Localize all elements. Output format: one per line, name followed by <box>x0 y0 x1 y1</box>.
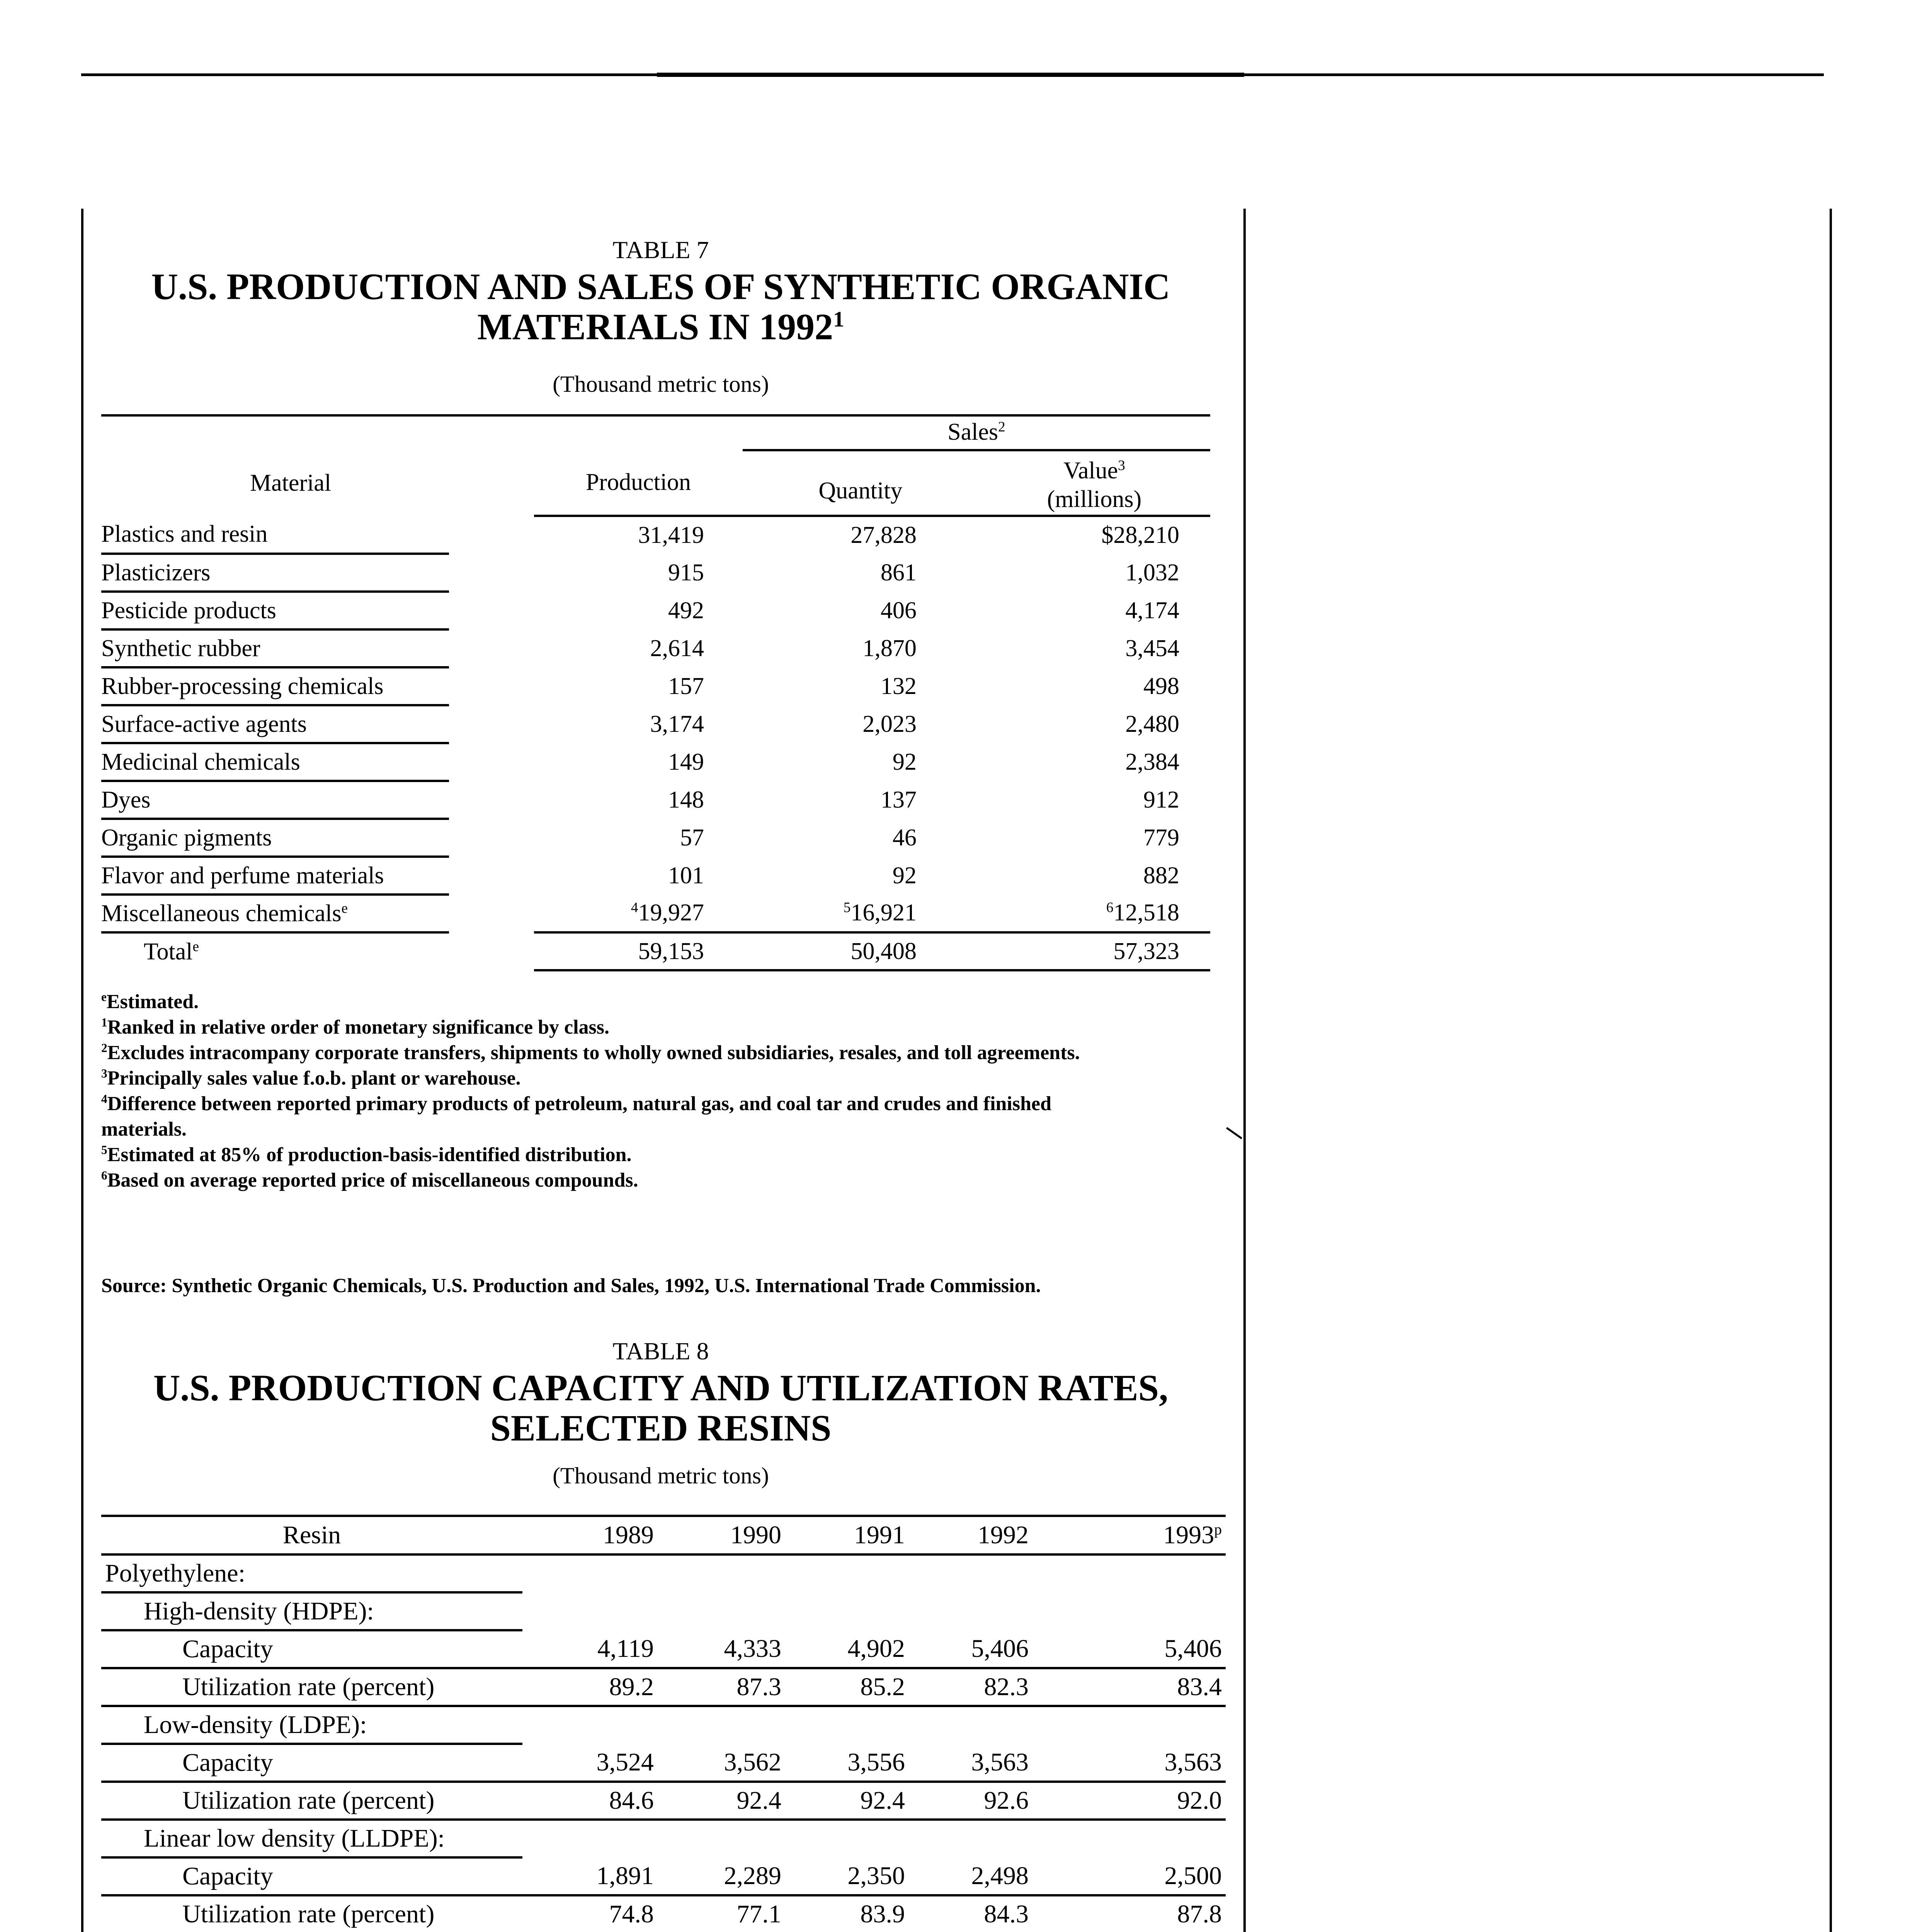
table7-total-label: Total$^e$ <box>144 939 199 965</box>
table8-label-cell: Capacity <box>101 1630 522 1668</box>
table8-label-cell: Polyethylene: <box>101 1554 522 1592</box>
table8-value-cell: 82.3 <box>917 1668 1040 1706</box>
table7-production-cell: 31,419 <box>534 516 743 554</box>
table7-production-cell: 3,174 <box>650 711 704 737</box>
table8-value-cell <box>793 1820 917 1857</box>
table7-quantity-cell: $^5$16,921 <box>843 900 917 926</box>
table8-row <box>101 1895 1226 1932</box>
top-rule-thick <box>657 73 1244 77</box>
table8-value-cell: 84.3 <box>917 1895 1040 1932</box>
table8-value-cell: 92.6 <box>917 1782 1040 1820</box>
table8-row <box>101 1554 1226 1592</box>
table7-row <box>101 895 1210 932</box>
table7-production-cell: 57 <box>680 824 704 851</box>
table7-row <box>101 667 1210 705</box>
table8-label-cell: Linear low density (LLDPE): <box>101 1820 522 1857</box>
table7-units: (Thousand metric tons) <box>553 371 769 397</box>
table8-value-cell: 83.9 <box>793 1895 917 1932</box>
table7-production-cell: 149 <box>668 748 704 775</box>
table7-title-line2: MATERIALS IN 1992$^1$ <box>477 306 844 347</box>
table7-value-cell: 779 <box>1143 824 1179 851</box>
table8-value-cell: 3,563 <box>1164 1748 1222 1776</box>
table7-row <box>101 629 1210 667</box>
table7-row <box>101 743 1210 781</box>
table7-quantity-cell: 406 <box>881 597 917 624</box>
table8-value-cell: 3,563 <box>971 1748 1029 1776</box>
table7-material-cell: Plasticizers <box>101 554 449 592</box>
table8-row <box>101 1706 1226 1744</box>
table7-value-cell: 2,384 <box>1125 748 1179 775</box>
table7-value-cell: 912 <box>1143 786 1179 813</box>
table8-1991-header: 1991 <box>793 1516 917 1554</box>
table7-quantity-cell: 27,828 <box>743 516 978 554</box>
table7-value-cell: 1,032 <box>1125 559 1179 586</box>
table7-quantity-cell: 2,023 <box>862 711 917 737</box>
table7-label: TABLE 7 <box>612 236 709 264</box>
table7-production-cell: 915 <box>668 559 704 586</box>
table8-title <box>100 1368 1221 1448</box>
table8-value-cell <box>522 1820 669 1857</box>
table8-value-cell: 77.1 <box>669 1895 793 1932</box>
table8-1992-header: 1992 <box>917 1516 1040 1554</box>
table7-source: Source: Synthetic Organic Chemicals, U.S. Production and Sales, 1992, U.S. International Trade Commission. <box>101 1275 1041 1297</box>
table8-value-cell <box>793 1706 917 1744</box>
table7-footnote: $^3$Principally sales value f.o.b. plant or warehouse. <box>101 1066 521 1089</box>
table7-material-cell: Pesticide products <box>101 592 449 629</box>
table7-production-cell: 101 <box>668 862 704 889</box>
table7-spacer <box>449 705 534 743</box>
table7-quantity-header: Quantity <box>818 477 903 504</box>
table7-spacer <box>449 629 534 667</box>
table7-footnote: $^6$Based on average reported price of miscellaneous compounds. <box>101 1168 638 1191</box>
table8-value-cell <box>1040 1706 1226 1744</box>
table8-value-cell: 83.4 <box>1040 1668 1226 1706</box>
table7-value-cell: $28,210 <box>978 516 1210 554</box>
table8-value-cell <box>1040 1820 1226 1857</box>
table8-row <box>101 1668 1226 1706</box>
table7-quantity-cell: 132 <box>881 673 917 699</box>
table8-value-cell: 74.8 <box>522 1895 669 1932</box>
table7-material-cell: Miscellaneous chemicals$^e$ <box>101 895 449 932</box>
table7-footnote: materials. <box>101 1118 187 1140</box>
table7-total-row <box>101 932 1210 970</box>
table8-value-cell <box>669 1706 793 1744</box>
table8-value-cell: 2,350 <box>847 1861 905 1890</box>
table8-resin-header: Resin <box>101 1516 522 1554</box>
table7-material-cell: Flavor and perfume materials <box>101 857 449 895</box>
table8-value-cell: 2,498 <box>971 1861 1029 1890</box>
table8-value-cell: 89.2 <box>522 1668 669 1706</box>
table7-footnote: $^4$Difference between reported primary products of petroleum, natural gas, and coal tar and crudes and finished <box>101 1092 1052 1115</box>
table8-row <box>101 1857 1226 1895</box>
table7-footnote: $^5$Estimated at 85% of production-basis-identified distribution. <box>101 1143 632 1166</box>
table7-quantity-cell: 46 <box>893 824 917 851</box>
table7-row <box>101 554 1210 592</box>
table7-footnote: $^2$Excludes intracompany corporate transfers, shipments to wholly owned subsidiaries, resales, and toll agreements. <box>101 1041 1080 1064</box>
table7-material-cell: Medicinal chemicals <box>101 743 449 781</box>
table7-quantity-cell: 861 <box>881 559 917 586</box>
table8-value-cell: 92.4 <box>669 1782 793 1820</box>
table7-row <box>101 516 1210 554</box>
table7-spacer <box>449 516 534 554</box>
table8-label-cell: Utilization rate (percent) <box>101 1895 522 1932</box>
table7-production-cell: $^4$19,927 <box>631 900 704 926</box>
left-column-rule <box>81 209 83 1932</box>
table7-value-header: Value$^3$ (millions) <box>1047 457 1142 512</box>
table7-total-production: 59,153 <box>534 932 743 970</box>
table7-production-cell: 492 <box>668 597 704 624</box>
table8-value-cell: 87.3 <box>669 1668 793 1706</box>
table7-spacer <box>449 592 534 629</box>
table7-value-cell: $^6$12,518 <box>1106 900 1179 926</box>
table8-value-cell: 3,556 <box>847 1748 905 1776</box>
table7-value-cell: 4,174 <box>1125 597 1179 624</box>
table7-material-cell: Organic pigments <box>101 819 449 857</box>
table7-quantity-cell: 1,870 <box>862 635 917 662</box>
table8-value-cell: 3,562 <box>724 1748 781 1776</box>
table7-row <box>101 857 1210 895</box>
table7-spacer <box>449 819 534 857</box>
table8-value-cell <box>522 1554 669 1592</box>
table7-footnotes <box>101 989 1222 1193</box>
footnote-wrap-mark <box>1226 1127 1242 1139</box>
table7-title <box>100 267 1221 347</box>
table8-value-cell: 92.4 <box>793 1782 917 1820</box>
table8-label-cell: Capacity <box>101 1744 522 1782</box>
table8-label-cell: Utilization rate (percent) <box>101 1782 522 1820</box>
table7-value-cell: 2,480 <box>1125 711 1179 737</box>
middle-column-rule <box>1243 209 1246 1932</box>
table8-row <box>101 1782 1226 1820</box>
table7-production-header: Production <box>585 469 691 495</box>
table7-sales-header: Sales$^2$ <box>743 415 1210 450</box>
table7-spacer <box>449 554 534 592</box>
table7-title-line1: U.S. PRODUCTION AND SALES OF SYNTHETIC ORGANIC <box>151 266 1170 307</box>
table7-value-cell: 882 <box>1143 862 1179 889</box>
table8-value-cell: 2,289 <box>724 1861 781 1890</box>
table8-value-cell <box>669 1592 793 1630</box>
table8-value-cell <box>793 1554 917 1592</box>
table8-value-cell <box>793 1592 917 1630</box>
table7-value-cell: 498 <box>1143 673 1179 699</box>
table8-value-cell <box>1040 1554 1226 1592</box>
table8-row <box>101 1744 1226 1782</box>
table8-value-cell: 4,119 <box>597 1634 654 1663</box>
table8-value-cell: 87.8 <box>1040 1895 1226 1932</box>
right-column-rule <box>1830 209 1832 1932</box>
table8-label-cell: Utilization rate (percent) <box>101 1668 522 1706</box>
table8-value-cell <box>669 1820 793 1857</box>
table7-spacer <box>449 743 534 781</box>
table7 <box>101 414 1210 971</box>
table8-value-cell <box>917 1592 1040 1630</box>
table7-material-cell: Synthetic rubber <box>101 629 449 667</box>
table7-row <box>101 781 1210 819</box>
table7-production-cell: 2,614 <box>650 635 704 662</box>
table8-1990-header: 1990 <box>669 1516 793 1554</box>
table8-value-cell: 92.0 <box>1040 1782 1226 1820</box>
table7-production-cell: 157 <box>668 673 704 699</box>
table7-footnote: $^e$Estimated. <box>101 990 199 1013</box>
table8-value-cell <box>522 1592 669 1630</box>
table7-footnote: $^1$Ranked in relative order of monetary significance by class. <box>101 1015 610 1038</box>
table8-row <box>101 1592 1226 1630</box>
table8-value-cell <box>917 1820 1040 1857</box>
table8-value-cell: 85.2 <box>793 1668 917 1706</box>
table8-label-cell: High-density (HDPE): <box>101 1592 522 1630</box>
table7-material-cell: Rubber-processing chemicals <box>101 667 449 705</box>
table7-value-cell: 3,454 <box>1125 635 1179 662</box>
table8-label: TABLE 8 <box>612 1337 709 1365</box>
table7-spacer <box>449 857 534 895</box>
table8-row <box>101 1630 1226 1668</box>
table8-value-cell: 84.6 <box>522 1782 669 1820</box>
table7-spacer <box>449 895 534 932</box>
table8-1993-header: 1993$^p$ <box>1040 1516 1226 1554</box>
table8-title-line1: U.S. PRODUCTION CAPACITY AND UTILIZATION RATES, <box>153 1367 1168 1408</box>
table8-label-cell: Low-density (LDPE): <box>101 1706 522 1744</box>
table8-value-cell <box>669 1554 793 1592</box>
table7-production-cell: 148 <box>668 786 704 813</box>
table7-quantity-cell: 92 <box>893 748 917 775</box>
table7-material-cell: Dyes <box>101 781 449 819</box>
table8-units: (Thousand metric tons) <box>553 1463 769 1488</box>
table8-title-line2: SELECTED RESINS <box>490 1407 832 1449</box>
table8-value-cell: 4,902 <box>847 1634 905 1663</box>
table7-row <box>101 819 1210 857</box>
table7-spacer <box>449 781 534 819</box>
table8 <box>101 1515 1226 1932</box>
table7-material-cell: Surface-active agents <box>101 705 449 743</box>
table7-spacer <box>449 667 534 705</box>
table8-value-cell: 1,891 <box>596 1861 654 1890</box>
table8-value-cell: 5,406 <box>971 1634 1029 1663</box>
table7-total-value: 57,323 <box>978 932 1210 970</box>
table8-1989-header: 1989 <box>522 1516 669 1554</box>
table7-quantity-cell: 92 <box>893 862 917 889</box>
table8-value-cell: 3,524 <box>596 1748 654 1776</box>
table7-material-cell: Plastics and resin <box>101 516 449 554</box>
table8-value-cell <box>917 1554 1040 1592</box>
table8-row <box>101 1820 1226 1857</box>
table8-value-cell: 4,333 <box>724 1634 781 1663</box>
table8-value-cell <box>917 1706 1040 1744</box>
table8-value-cell: 5,406 <box>1164 1634 1222 1663</box>
table8-label-cell: Capacity <box>101 1857 522 1895</box>
table7-quantity-cell: 137 <box>881 786 917 813</box>
table7-row <box>101 592 1210 629</box>
table7-total-quantity: 50,408 <box>743 932 978 970</box>
table8-value-cell <box>1040 1592 1226 1630</box>
table8-value-cell <box>522 1706 669 1744</box>
table8-value-cell: 2,500 <box>1164 1861 1222 1890</box>
table7-material-header: Material <box>250 469 331 496</box>
table7-row <box>101 705 1210 743</box>
